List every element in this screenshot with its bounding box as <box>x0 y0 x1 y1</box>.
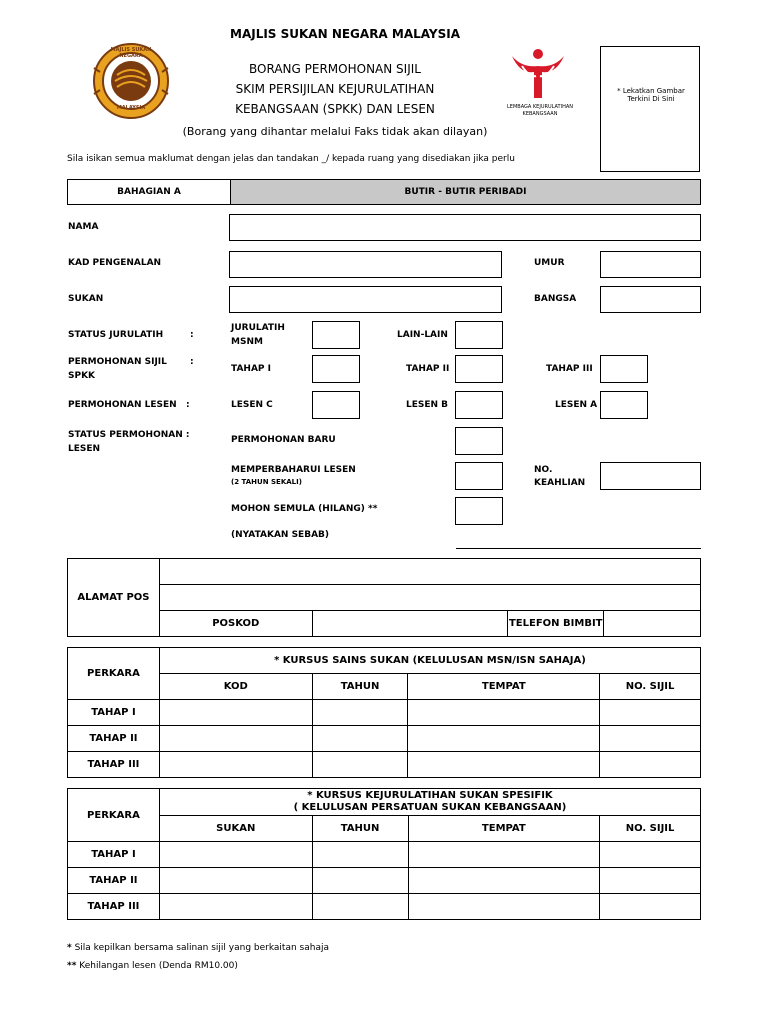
table-row <box>68 726 701 752</box>
col-sukan: SUKAN <box>159 816 312 842</box>
table-row <box>68 894 701 920</box>
status-permohonan-label-1: STATUS PERMOHONAN : <box>68 430 190 440</box>
colon: : <box>190 330 194 340</box>
umur-field[interactable] <box>600 251 701 278</box>
umur-input[interactable] <box>601 252 700 277</box>
org-name: MAJLIS SUKAN NEGARA MALAYSIA <box>230 27 460 41</box>
row-tahap-2: TAHAP II <box>68 726 160 752</box>
cell[interactable] <box>159 842 312 868</box>
cell[interactable] <box>159 894 312 920</box>
cell[interactable] <box>408 842 600 868</box>
poskod-field[interactable] <box>312 611 508 637</box>
photo-box[interactable] <box>600 46 700 172</box>
kp-label: KAD PENGENALAN <box>68 258 162 268</box>
kp-input[interactable] <box>230 252 501 277</box>
tahap-2-checkbox[interactable] <box>455 355 503 383</box>
sukan-input[interactable] <box>230 287 501 312</box>
footnote-2 <box>67 961 238 971</box>
cell[interactable] <box>600 726 701 752</box>
cell[interactable] <box>600 894 701 920</box>
tahap-3-label: TAHAP III <box>546 364 593 374</box>
address-table <box>67 558 701 637</box>
telefon-field[interactable] <box>604 611 701 637</box>
perkara-label: PERKARA <box>68 789 160 842</box>
section-a-label: BAHAGIAN A <box>117 187 181 197</box>
alamat-line-1[interactable] <box>159 559 700 585</box>
memperbaharui-note: (2 TAHUN SEKALI) <box>231 478 302 486</box>
cell[interactable] <box>408 894 600 920</box>
cell[interactable] <box>408 726 600 752</box>
tahap-1-label: TAHAP I <box>231 364 271 374</box>
cell[interactable] <box>600 700 701 726</box>
jurulatih-msnm-label-2: MSNM <box>231 337 263 347</box>
sebab-line[interactable] <box>456 548 701 549</box>
cell[interactable] <box>600 868 701 894</box>
cell[interactable] <box>312 868 408 894</box>
no-keahlian-label-1: NO. <box>534 465 553 475</box>
colon: : <box>190 357 194 367</box>
lain-lain-checkbox[interactable] <box>455 321 503 349</box>
cell[interactable] <box>312 752 408 778</box>
sukan-label: SUKAN <box>68 294 104 304</box>
lesen-c-checkbox[interactable] <box>312 391 360 419</box>
table-row <box>68 842 701 868</box>
footnote-2-mark: ** <box>67 961 77 971</box>
bangsa-field[interactable] <box>600 286 701 313</box>
jurulatih-msnm-label-1: JURULATIH <box>231 323 285 333</box>
row-tahap-3: TAHAP III <box>68 894 160 920</box>
poskod-label: POSKOD <box>159 611 312 637</box>
kursus-spesifik-title <box>159 789 700 816</box>
umur-label: UMUR <box>534 258 565 268</box>
lain-lain-label: LAIN-LAIN <box>397 330 448 340</box>
instruction-text: Sila isikan semua maklumat dengan jelas dan tandakan _/ kepada ruang yang disediakan jika perlu <box>67 154 515 164</box>
sukan-field[interactable] <box>229 286 502 313</box>
nyatakan-sebab-label: (NYATAKAN SEBAB) <box>231 530 330 540</box>
permohonan-baru-label: PERMOHONAN BARU <box>231 435 336 445</box>
row-tahap-3: TAHAP III <box>68 752 160 778</box>
col-no-sijil: NO. SIJIL <box>600 816 701 842</box>
status-jurulatih-label: STATUS JURULATIH <box>68 330 164 340</box>
lkk-logo-text-2: KEBANGSAAN <box>522 111 558 117</box>
col-tahun: TAHUN <box>312 674 408 700</box>
col-tahun: TAHUN <box>312 816 408 842</box>
cell[interactable] <box>159 726 312 752</box>
kursus-spesifik-table <box>67 788 701 920</box>
row-tahap-1: TAHAP I <box>68 842 160 868</box>
status-permohonan-label-2: LESEN <box>68 444 101 454</box>
memperbaharui-checkbox[interactable] <box>455 462 503 490</box>
bangsa-label: BANGSA <box>534 294 577 304</box>
lesen-b-label: LESEN B <box>406 400 449 410</box>
footnote-1 <box>67 943 329 953</box>
no-keahlian-input[interactable] <box>601 463 700 489</box>
table-row <box>68 752 701 778</box>
cell[interactable] <box>312 842 408 868</box>
kursus-sains-title: * KURSUS SAINS SUKAN (KELULUSAN MSN/ISN SAHAJA) <box>159 648 700 674</box>
no-keahlian-label-2: KEAHLIAN <box>534 478 586 488</box>
section-a-title: BUTIR - BUTIR PERIBADI <box>230 180 700 204</box>
tahap-2-label: TAHAP II <box>406 364 450 374</box>
table-row <box>68 700 701 726</box>
form-title-2: SKIM PERSIJILAN KEJURULATIHAN <box>235 82 435 96</box>
col-no-sijil: NO. SIJIL <box>600 674 701 700</box>
lesen-b-checkbox[interactable] <box>455 391 503 419</box>
kursus-spesifik-title-1: * KURSUS KEJURULATIHAN SUKAN SPESIFIK <box>307 790 553 801</box>
cell[interactable] <box>408 868 600 894</box>
col-tempat: TEMPAT <box>408 674 600 700</box>
lkk-logo <box>508 48 568 100</box>
cell[interactable] <box>159 752 312 778</box>
lesen-a-label: LESEN A <box>555 400 598 410</box>
telefon-label: TELEFON BIMBIT <box>508 611 604 637</box>
perkara-label: PERKARA <box>68 648 160 700</box>
colon: : <box>186 400 190 410</box>
form-title-1: BORANG PERMOHONAN SIJIL <box>249 62 421 76</box>
jurulatih-msnm-checkbox[interactable] <box>312 321 360 349</box>
cell[interactable] <box>600 752 701 778</box>
nama-input[interactable] <box>230 215 700 240</box>
lesen-a-checkbox[interactable] <box>600 391 648 419</box>
cell[interactable] <box>159 700 312 726</box>
mohon-semula-label: MOHON SEMULA (HILANG) ** <box>231 504 378 514</box>
permohonan-sijil-label-1: PERMOHONAN SIJIL <box>68 357 167 367</box>
permohonan-lesen-label: PERMOHONAN LESEN <box>68 400 177 410</box>
cell[interactable] <box>312 726 408 752</box>
lesen-c-label: LESEN C <box>231 400 273 410</box>
bangsa-input[interactable] <box>601 287 700 312</box>
tahap-3-checkbox[interactable] <box>600 355 648 383</box>
col-kod: KOD <box>159 674 312 700</box>
cell[interactable] <box>600 842 701 868</box>
nama-field[interactable] <box>229 214 701 241</box>
cell[interactable] <box>408 700 600 726</box>
kursus-sains-table <box>67 647 701 778</box>
table-row <box>68 868 701 894</box>
msn-logo-text-bottom: MALAYSIA <box>116 105 146 111</box>
lkk-logo-text-1: LEMBAGA KEJURULATIHAN <box>507 104 573 110</box>
no-keahlian-field[interactable] <box>600 462 701 490</box>
footnote-1-mark: * <box>67 943 72 953</box>
kursus-spesifik-title-2: ( KELULUSAN PERSATUAN SUKAN KEBANGSAAN) <box>293 802 567 813</box>
footnote-1-text: Sila kepilkan bersama salinan sijil yang berkaitan sahaja <box>74 943 329 953</box>
cell[interactable] <box>408 752 600 778</box>
row-tahap-1: TAHAP I <box>68 700 160 726</box>
kp-field[interactable] <box>229 251 502 278</box>
memperbaharui-label: MEMPERBAHARUI LESEN <box>231 465 356 475</box>
fax-note: (Borang yang dihantar melalui Faks tidak akan dilayan) <box>182 125 488 138</box>
msn-logo-text-top: MAJLIS SUKAN NEGARA <box>110 47 152 59</box>
cell[interactable] <box>159 868 312 894</box>
nama-label: NAMA <box>68 222 99 232</box>
permohonan-sijil-label-2: SPKK <box>68 371 96 381</box>
cell[interactable] <box>312 700 408 726</box>
permohonan-baru-checkbox[interactable] <box>455 427 503 455</box>
footnote-2-text: Kehilangan lesen (Denda RM10.00) <box>79 961 238 971</box>
cell[interactable] <box>312 894 408 920</box>
alamat-pos-label: ALAMAT POS <box>68 559 160 637</box>
photo-box-text: * Lekatkan Gambar Terkini Di Sini <box>617 87 685 103</box>
tahap-1-checkbox[interactable] <box>312 355 360 383</box>
section-a-header <box>67 179 701 205</box>
row-tahap-2: TAHAP II <box>68 868 160 894</box>
mohon-semula-checkbox[interactable] <box>455 497 503 525</box>
form-title-3: KEBANGSAAN (SPKK) DAN LESEN <box>235 102 435 116</box>
alamat-line-2[interactable] <box>159 585 700 611</box>
col-tempat: TEMPAT <box>408 816 600 842</box>
